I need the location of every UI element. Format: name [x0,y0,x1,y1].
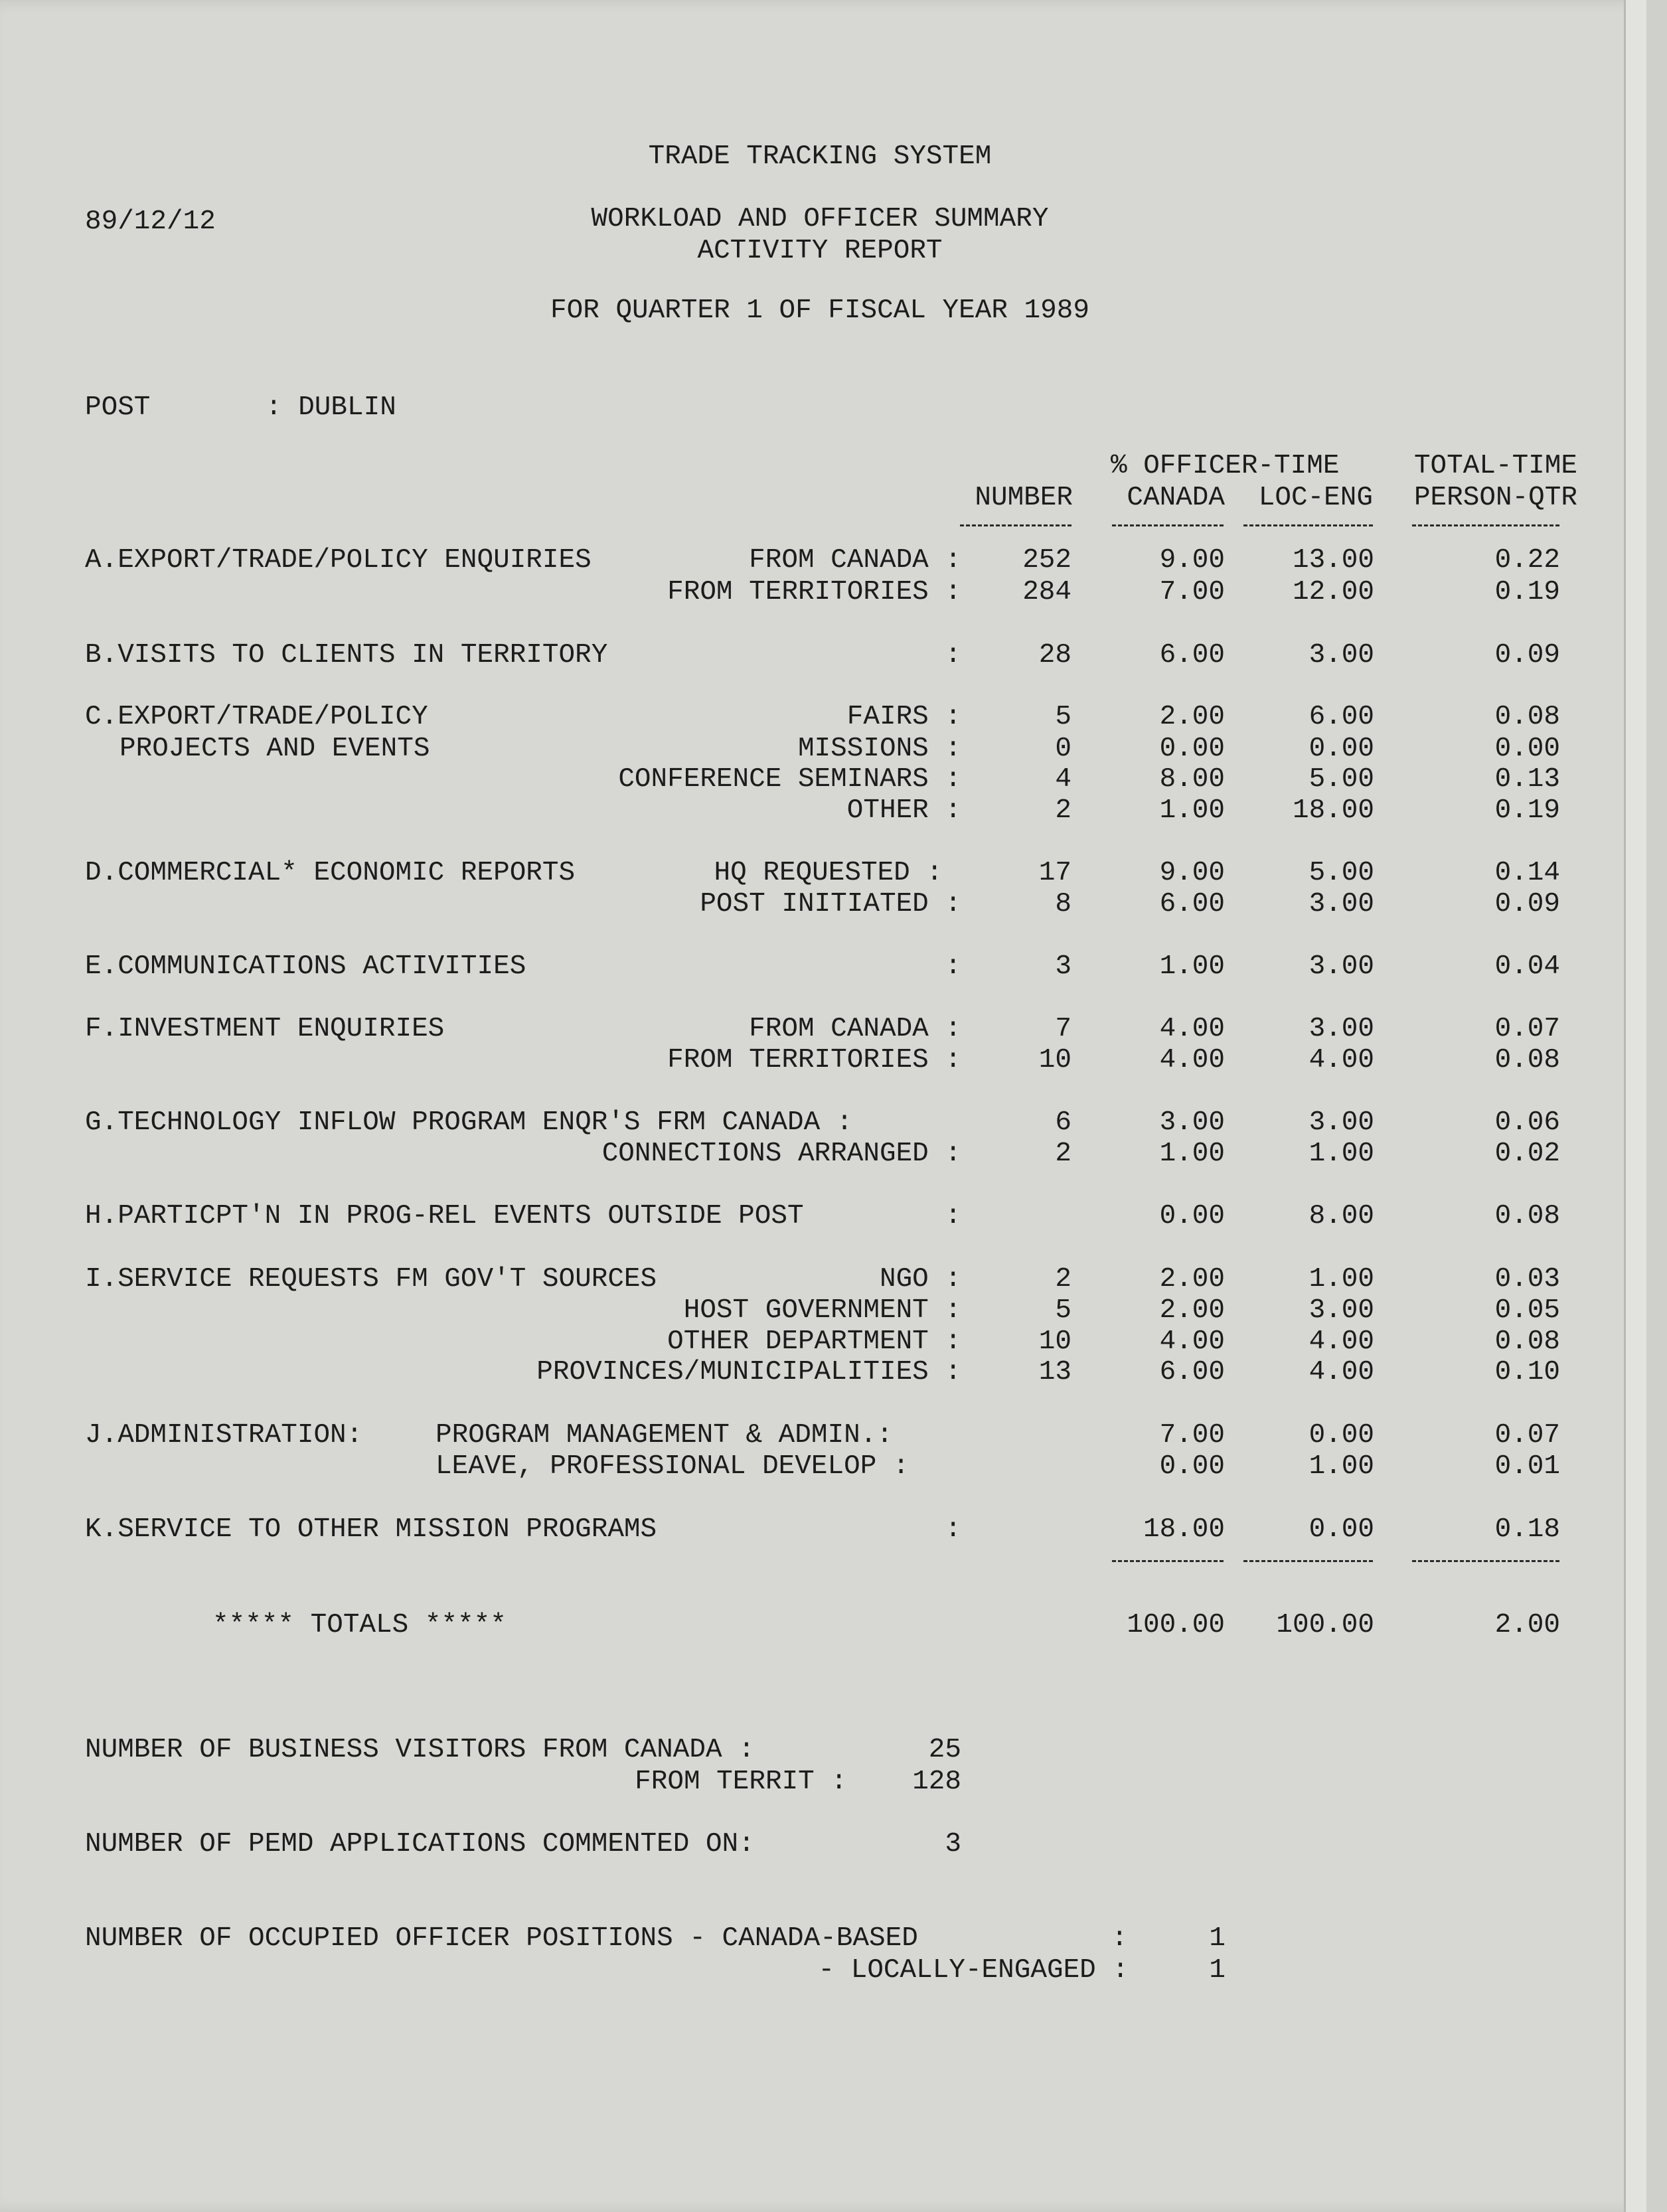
row-canada: 4.00 [1159,1014,1225,1044]
row-total: 0.10 [1494,1357,1560,1387]
row-canada: 0.00 [1159,1451,1225,1482]
row-loceng: 18.00 [1292,795,1374,826]
row-total: 0.06 [1494,1107,1560,1138]
row-sub-label: FROM TERRITORIES : [667,577,961,607]
row-sub-label: OTHER : [846,795,961,826]
row-canada: 4.00 [1159,1326,1225,1357]
row-total: 0.19 [1494,795,1560,826]
row-canada: 7.00 [1159,1420,1225,1451]
row-canada: 7.00 [1159,577,1225,607]
row-canada: 9.00 [1159,858,1225,888]
row-canada: 2.00 [1159,702,1225,732]
row-canada: 6.00 [1159,1357,1225,1387]
row-total: 0.22 [1494,545,1560,576]
row-total: 0.19 [1494,577,1560,607]
row-total: 0.08 [1494,1045,1560,1075]
row-canada: 3.00 [1159,1107,1225,1138]
totals-personqtr: 2.00 [1494,1610,1560,1640]
pemd-label: NUMBER OF PEMD APPLICATIONS COMMENTED ON: [85,1829,755,1859]
row-number: 4 [1055,764,1072,795]
row-loceng: 4.00 [1309,1326,1374,1357]
row-canada: 1.00 [1159,795,1225,826]
row-canada: 8.00 [1159,764,1225,795]
row-number: 2 [1055,1139,1072,1169]
row-total: 0.08 [1494,702,1560,732]
row-canada: 0.00 [1159,1201,1225,1231]
row-loceng: 1.00 [1309,1264,1374,1295]
row-number: 2 [1055,1264,1072,1295]
business-visitors-canada: 25 [928,1735,961,1765]
canada-total-rule [1112,1560,1224,1562]
row-number: 17 [1038,858,1072,888]
row-canada: 2.00 [1159,1264,1225,1295]
row-number: 0 [1055,734,1072,764]
positions-label: NUMBER OF OCCUPIED OFFICER POSITIONS - CANADA-BASED [85,1923,918,1954]
row-section-label: K.SERVICE TO OTHER MISSION PROGRAMS [85,1514,657,1545]
pemd-value: 3 [945,1829,961,1859]
row-number: 3 [1055,951,1072,982]
row-canada: 4.00 [1159,1045,1225,1075]
row-section-label: H.PARTICPT'N IN PROG-REL EVENTS OUTSIDE POST [85,1201,804,1231]
row-sub-label: CONFERENCE SEMINARS : [618,764,961,795]
row-loceng: 3.00 [1309,1014,1374,1044]
business-visitors-territ-label: FROM TERRIT : [635,1767,847,1797]
row-total: 0.07 [1494,1014,1560,1044]
row-total: 0.05 [1494,1295,1560,1326]
row-number: 13 [1038,1357,1072,1387]
officer-time-header: % OFFICER-TIME [1111,451,1340,481]
row-section-label: A.EXPORT/TRADE/POLICY ENQUIRIES [85,545,592,576]
report-date: 89/12/12 [85,206,216,237]
positions-locally-engaged: 1 [1209,1955,1226,1986]
row-number: 5 [1055,702,1072,732]
row-loceng: 3.00 [1309,1295,1374,1326]
row-sub-label: : [945,640,961,671]
business-visitors-label: NUMBER OF BUSINESS VISITORS FROM CANADA : [85,1735,755,1765]
row-loceng: 4.00 [1309,1357,1374,1387]
row-number: 6 [1055,1107,1072,1138]
row-total: 0.01 [1494,1451,1560,1482]
row-loceng: 1.00 [1309,1139,1374,1169]
row-total: 0.04 [1494,951,1560,982]
row-canada: 1.00 [1159,1139,1225,1169]
positions-le-label: - LOCALLY-ENGAGED : [818,1955,1129,1986]
row-sub-label: FROM CANADA : [749,545,961,576]
row-loceng: 5.00 [1309,764,1374,795]
row-section-label: B.VISITS TO CLIENTS IN TERRITORY [85,640,608,671]
row-canada: 6.00 [1159,640,1225,671]
row-sub-label: POST INITIATED : [700,889,961,919]
row-canada: 0.00 [1159,734,1225,764]
row-total: 0.13 [1494,764,1560,795]
row-total: 0.00 [1494,734,1560,764]
row-canada: 2.00 [1159,1295,1225,1326]
loceng-col-header: LOC-ENG [1258,483,1373,513]
row-loceng: 3.00 [1309,951,1374,982]
row-section-label: J.ADMINISTRATION: [85,1420,363,1451]
row-canada: 6.00 [1159,889,1225,919]
row-sub-label: FAIRS : [846,702,961,732]
row-sub-label: PROGRAM MANAGEMENT & ADMIN.: [436,1420,893,1451]
paper-edge [1624,0,1646,2212]
row-total: 0.08 [1494,1326,1560,1357]
row-loceng: 0.00 [1309,1420,1374,1451]
row-total: 0.02 [1494,1139,1560,1169]
row-sub-label: MISSIONS : [797,734,961,764]
totals-label: ***** TOTALS ***** [212,1610,507,1640]
report-subtitle: ACTIVITY REPORT [697,236,943,266]
row-number: 5 [1055,1295,1072,1326]
report-title: WORKLOAD AND OFFICER SUMMARY [591,204,1049,234]
row-loceng: 0.00 [1309,734,1374,764]
row-total: 0.07 [1494,1420,1560,1451]
row-loceng: 12.00 [1292,577,1374,607]
row-number: 28 [1038,640,1072,671]
row-canada: 18.00 [1143,1514,1225,1545]
positions-canada-based: 1 [1209,1923,1226,1954]
loceng-underline [1243,524,1373,526]
personqtr-underline [1412,524,1559,526]
row-section-label: C.EXPORT/TRADE/POLICY [85,702,428,732]
row-canada: 1.00 [1159,951,1225,982]
row-section-label: D.COMMERCIAL* ECONOMIC REPORTS [85,858,576,888]
row-number: 7 [1055,1014,1072,1044]
row-total: 0.14 [1494,858,1560,888]
row-loceng: 0.00 [1309,1514,1374,1545]
row-loceng: 13.00 [1292,545,1374,576]
row-loceng: 4.00 [1309,1045,1374,1075]
row-loceng: 8.00 [1309,1201,1374,1231]
row-loceng: 1.00 [1309,1451,1374,1482]
row-sub-label: : [945,1514,961,1545]
row-section-label: E.COMMUNICATIONS ACTIVITIES [85,951,526,982]
row-loceng: 5.00 [1309,858,1374,888]
row-total: 0.18 [1494,1514,1560,1545]
row-total: 0.08 [1494,1201,1560,1231]
row-number: 252 [1022,545,1072,576]
row-sub-label: CONNECTIONS ARRANGED : [601,1139,961,1169]
row-sub-label: : [945,951,961,982]
number-underline [960,524,1072,526]
row-sub-label: NGO : [879,1264,961,1295]
row-section-label: F.INVESTMENT ENQUIRIES [85,1014,445,1044]
row-loceng: 6.00 [1309,702,1374,732]
totals-loceng: 100.00 [1276,1610,1374,1640]
row-sub-label: LEAVE, PROFESSIONAL DEVELOP : [436,1451,910,1482]
row-loceng: 3.00 [1309,640,1374,671]
total-time-header: TOTAL-TIME [1413,451,1577,481]
system-title: TRADE TRACKING SYSTEM [648,141,992,172]
post-label: POST [85,392,151,423]
personqtr-col-header: PERSON-QTR [1413,483,1577,513]
row-sub-label: HOST GOVERNMENT : [683,1295,961,1326]
personqtr-total-rule [1412,1560,1559,1562]
row-total: 0.09 [1494,889,1560,919]
canada-col-header: CANADA [1127,483,1225,513]
row-loceng: 3.00 [1309,1107,1374,1138]
row-number: 10 [1038,1326,1072,1357]
canada-underline [1112,524,1224,526]
row-total: 0.09 [1494,640,1560,671]
row-section-label: PROJECTS AND EVENTS [119,734,430,764]
row-sub-label: FROM CANADA : [749,1014,961,1044]
post-value: : DUBLIN [266,392,396,423]
row-total: 0.03 [1494,1264,1560,1295]
row-sub-label: : [945,1201,961,1231]
row-number: 10 [1038,1045,1072,1075]
row-canada: 9.00 [1159,545,1225,576]
row-number: 8 [1055,889,1072,919]
loceng-total-rule [1243,1560,1373,1562]
totals-canada: 100.00 [1127,1610,1225,1640]
report-period: FOR QUARTER 1 OF FISCAL YEAR 1989 [550,295,1089,326]
positions-cb-colon: : [1111,1923,1128,1954]
row-loceng: 3.00 [1309,889,1374,919]
row-sub-label: OTHER DEPARTMENT : [667,1326,961,1357]
row-number: 2 [1055,795,1072,826]
number-col-header: NUMBER [975,483,1073,513]
row-sub-label: FROM TERRITORIES : [667,1045,961,1075]
row-sub-label: HQ REQUESTED : [714,858,943,888]
row-section-label: I.SERVICE REQUESTS FM GOV'T SOURCES [85,1264,657,1295]
row-section-label: G.TECHNOLOGY INFLOW PROGRAM ENQR'S FRM CANADA : [85,1107,853,1138]
business-visitors-territ: 128 [912,1767,961,1797]
row-sub-label: PROVINCES/MUNICIPALITIES : [536,1357,961,1387]
row-number: 284 [1022,577,1072,607]
